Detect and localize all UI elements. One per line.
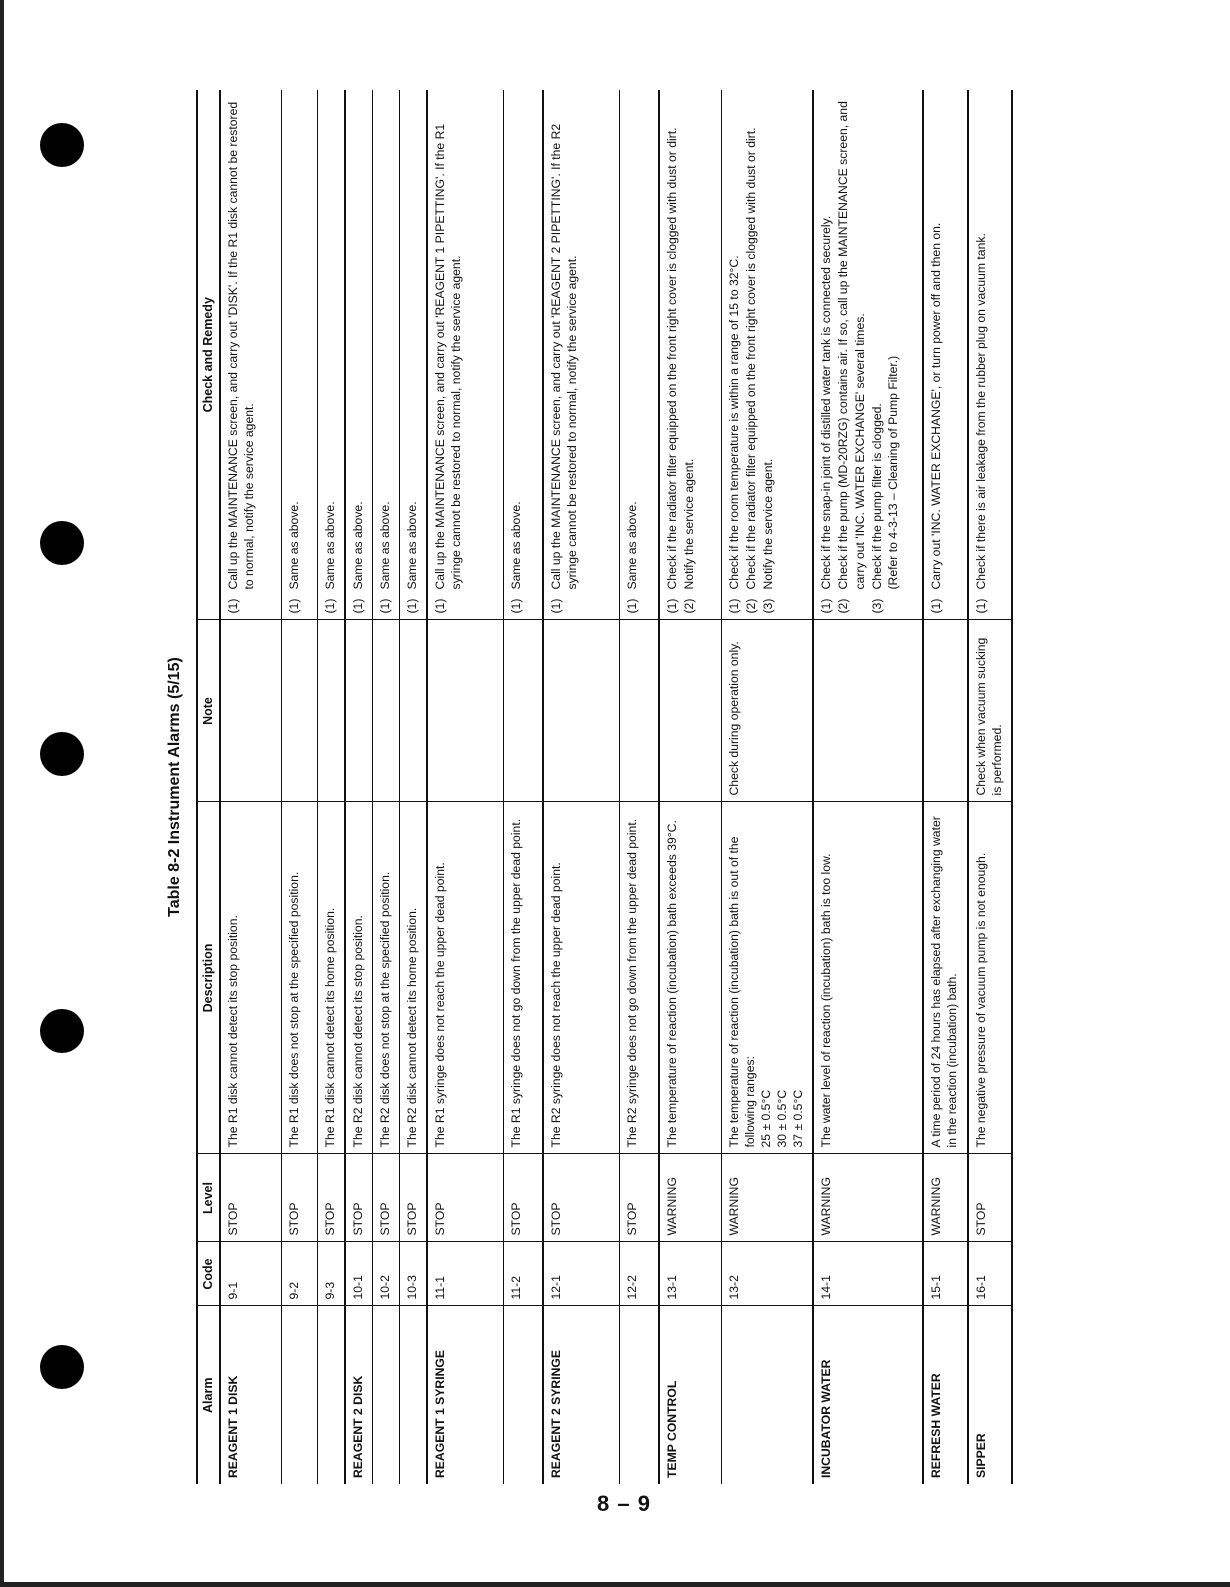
level-cell: STOP [220,1154,282,1242]
check-item-text: Same as above. [323,501,337,590]
check-item [286,96,302,614]
level-cell: STOP [318,1154,346,1242]
punch-hole-2 [40,521,84,565]
check-item-text: Carry out 'INC. WATER EXCHANGE', or turn power off and then on. [929,222,944,590]
check-remedy-cell [619,90,659,620]
code-cell: 11-2 [503,1242,543,1306]
description-cell: The R2 disk does not stop at the specified position. [373,802,400,1154]
page-left-edge [0,0,4,1587]
check-item-number: (1) [929,598,944,614]
check-item-text: Same as above. [624,501,639,590]
alarm-cell: REAGENT 1 DISK [220,1306,282,1484]
note-cell [345,620,373,802]
check-item [869,96,901,614]
description-cell: A time period of 24 hours has elapsed after exchanging water in the reaction (incubation) bath. [923,802,967,1154]
check-item-text: Check if the pump filter is clogged. (Refer to 4-3-13 – Cleaning of Pump Filter.) [869,355,900,590]
table-row [813,90,923,1484]
alarm-cell [721,1306,813,1484]
table-body [220,90,1012,1484]
check-remedy-cell [373,90,400,620]
note-cell: Check during operation only. [721,620,813,802]
alarm-cell: TEMP CONTROL [659,1306,721,1484]
table-row [318,90,346,1484]
check-item-number: (1) [624,598,639,614]
description-cell: The R2 syringe does not go down from the upper dead point. [619,802,659,1154]
check-remedy-cell [318,90,346,620]
check-item [928,96,944,614]
check-item-number: (1) [549,598,564,614]
check-item-text: Check if the radiator filter equipped on the front right cover is clogged with dust or dirt. [743,127,758,590]
level-cell: STOP [282,1154,318,1242]
level-cell: WARNING [813,1154,923,1242]
description-cell: The temperature of reaction (incubation) bath exceeds 39°C. [659,802,721,1154]
alarm-cell: REFRESH WATER [923,1306,967,1484]
check-item-number: (1) [973,598,988,614]
description-cell: The R1 disk cannot detect its stop position. [220,802,282,1154]
page-bottom-edge [0,1582,1230,1587]
check-item-text: Check if the snap-in joint of distilled water tank is connected securely. [819,215,834,590]
check-remedy-cell [220,90,282,620]
code-cell: 15-1 [923,1242,967,1306]
note-cell: Check when vacuum sucking is performed. [968,620,1012,802]
check-item [322,96,338,614]
code-cell: 13-1 [659,1242,721,1306]
check-item [350,96,366,614]
note-cell [282,620,318,802]
level-cell: STOP [345,1154,373,1242]
code-cell: 9-1 [220,1242,282,1306]
check-item-text: Same as above. [508,501,523,590]
header-check-remedy: Check and Remedy [197,90,220,620]
note-cell [659,620,721,802]
check-item-number: (1) [508,598,523,614]
check-item-text: Notify the service agent. [682,458,697,590]
alarm-cell: SIPPER [968,1306,1012,1484]
check-item [432,96,464,614]
note-cell [400,620,428,802]
check-item-number: (1) [726,598,741,614]
check-item-text: Notify the service agent. [761,458,776,590]
check-remedy-cell [282,90,318,620]
header-code: Code [197,1242,220,1306]
check-item-number: (1) [323,598,337,614]
note-cell [503,620,543,802]
check-item [818,96,834,614]
check-item-number: (1) [433,598,448,614]
punch-hole-1 [40,123,84,167]
level-cell: STOP [543,1154,619,1242]
check-remedy-cell [400,90,428,620]
check-item [404,96,420,614]
code-cell: 10-1 [345,1242,373,1306]
check-item-text: Call up the MAINTENANCE screen, and carry out 'REAGENT 1 PIPETTING'. If the R1 syringe cannot be restored to normal, notify the service agent. [433,123,464,590]
alarm-cell: REAGENT 2 DISK [345,1306,373,1484]
note-cell [923,620,967,802]
table-row [503,90,543,1484]
check-remedy-cell [503,90,543,620]
note-cell [220,620,282,802]
check-remedy-cell [659,90,721,620]
note-cell [619,620,659,802]
level-cell: STOP [503,1154,543,1242]
check-item-text: Call up the MAINTENANCE screen, and carry out 'DISK'. If the R1 disk cannot be restored to normal, notify the service agent. [225,101,256,590]
code-cell: 16-1 [968,1242,1012,1306]
alarm-cell [619,1306,659,1484]
check-item-text: Check if the room temperature is within a range of 15 to 32°C. [726,255,741,590]
check-item-text: Check if there is air leakage from the rubber plug on vacuum tank. [973,233,988,590]
code-cell: 10-3 [400,1242,428,1306]
description-cell: The R1 disk does not stop at the specified position. [282,802,318,1154]
check-remedy-cell [968,90,1012,620]
description-cell: The water level of reaction (incubation) bath is too low. [813,802,923,1154]
alarm-cell: REAGENT 2 SYRINGE [543,1306,619,1484]
check-item [624,96,640,614]
description-cell: The R2 disk cannot detect its home position. [400,802,428,1154]
table-row [659,90,721,1484]
level-cell: STOP [373,1154,400,1242]
note-cell [813,620,923,802]
check-item [681,96,697,614]
level-cell: WARNING [659,1154,721,1242]
check-item [760,96,776,614]
check-item-text: Same as above. [405,501,420,590]
check-remedy-cell [721,90,813,620]
alarm-cell [373,1306,400,1484]
punch-hole-5 [40,1345,84,1389]
note-cell [427,620,503,802]
code-cell: 10-2 [373,1242,400,1306]
check-item [225,96,257,614]
check-item-number: (1) [819,598,834,614]
code-cell: 12-2 [619,1242,659,1306]
level-cell: STOP [400,1154,428,1242]
check-item-number: (3) [869,598,884,614]
check-remedy-cell [923,90,967,620]
alarms-table [196,90,1013,1484]
code-cell: 9-3 [318,1242,346,1306]
check-item [726,96,742,614]
check-item [508,96,524,614]
check-remedy-cell [813,90,923,620]
check-item-text: Same as above. [287,501,301,590]
code-cell: 12-1 [543,1242,619,1306]
check-remedy-cell [427,90,503,620]
check-item-text: Check if the radiator filter equipped on the front right cover is clogged with dust or dirt. [665,127,680,590]
code-cell: 11-1 [427,1242,503,1306]
check-item-number: (1) [405,598,420,614]
check-item-number: (3) [761,598,776,614]
check-item-number: (2) [682,598,697,614]
level-cell: STOP [427,1154,503,1242]
table-row [220,90,282,1484]
check-item-number: (1) [665,598,680,614]
page-number: 8 – 9 [597,1491,651,1516]
description-cell: The R1 disk cannot detect its home position. [318,802,346,1154]
check-remedy-cell [543,90,619,620]
check-item [973,96,989,614]
table-row [619,90,659,1484]
check-item [664,96,680,614]
rotated-table-area [160,90,1056,1484]
table-row [923,90,967,1484]
note-cell [543,620,619,802]
check-item-number: (1) [225,598,240,614]
check-item [835,96,867,614]
level-cell: WARNING [721,1154,813,1242]
table-caption: Table 8-2 Instrument Alarms (5/15) [166,657,183,917]
alarm-cell [282,1306,318,1484]
table-row [543,90,619,1484]
header-note: Note [197,620,220,802]
description-cell: The negative pressure of vacuum pump is not enough. [968,802,1012,1154]
check-item-number: (1) [351,598,366,614]
table-row [427,90,503,1484]
table-row [373,90,400,1484]
header-level: Level [197,1154,220,1242]
description-cell: The R1 syringe does not go down from the upper dead point. [503,802,543,1154]
description-cell: The R1 syringe does not reach the upper dead point. [427,802,503,1154]
alarm-cell [400,1306,428,1484]
alarm-cell: REAGENT 1 SYRINGE [427,1306,503,1484]
punch-hole-4 [40,1009,84,1053]
code-cell: 13-2 [721,1242,813,1306]
alarm-cell [318,1306,346,1484]
table-row [721,90,813,1484]
table-row [968,90,1012,1484]
check-item-text: Same as above. [378,501,393,590]
check-item [743,96,759,614]
description-cell: The R2 syringe does not reach the upper dead point. [543,802,619,1154]
note-cell [373,620,400,802]
check-item-text: Same as above. [351,501,366,590]
description-cell: The R2 disk cannot detect its stop position. [345,802,373,1154]
check-item-number: (1) [287,598,301,614]
header-description: Description [197,802,220,1154]
alarm-cell [503,1306,543,1484]
check-item-text: Call up the MAINTENANCE screen, and carry out 'REAGENT 2 PIPETTING'. If the R2 syringe cannot be restored to normal, notify the service agent. [549,123,580,590]
code-cell: 9-2 [282,1242,318,1306]
check-item-number: (2) [743,598,758,614]
punch-hole-3 [40,732,84,776]
table-row [400,90,428,1484]
check-item-text: Check if the pump (MD-20RZG) contains air. If so, call up the MAINTENANCE screen, and carry out 'INC. WATER EXCHANGE' several times. [836,101,867,590]
header-alarm: Alarm [197,1306,220,1484]
level-cell: STOP [968,1154,1012,1242]
check-item [548,96,580,614]
table-row [282,90,318,1484]
table-header-row [197,90,220,1484]
level-cell: STOP [619,1154,659,1242]
check-item-number: (2) [836,598,851,614]
level-cell: WARNING [923,1154,967,1242]
alarm-cell: INCUBATOR WATER [813,1306,923,1484]
table-row [345,90,373,1484]
description-cell: The temperature of reaction (incubation) bath is out of the following ranges: 25 ± 0.5°C 30 ± 0.5°C 37 ± 0.5°C [721,802,813,1154]
note-cell [318,620,346,802]
check-remedy-cell [345,90,373,620]
check-item-number: (1) [378,598,393,614]
check-item [377,96,393,614]
code-cell: 14-1 [813,1242,923,1306]
